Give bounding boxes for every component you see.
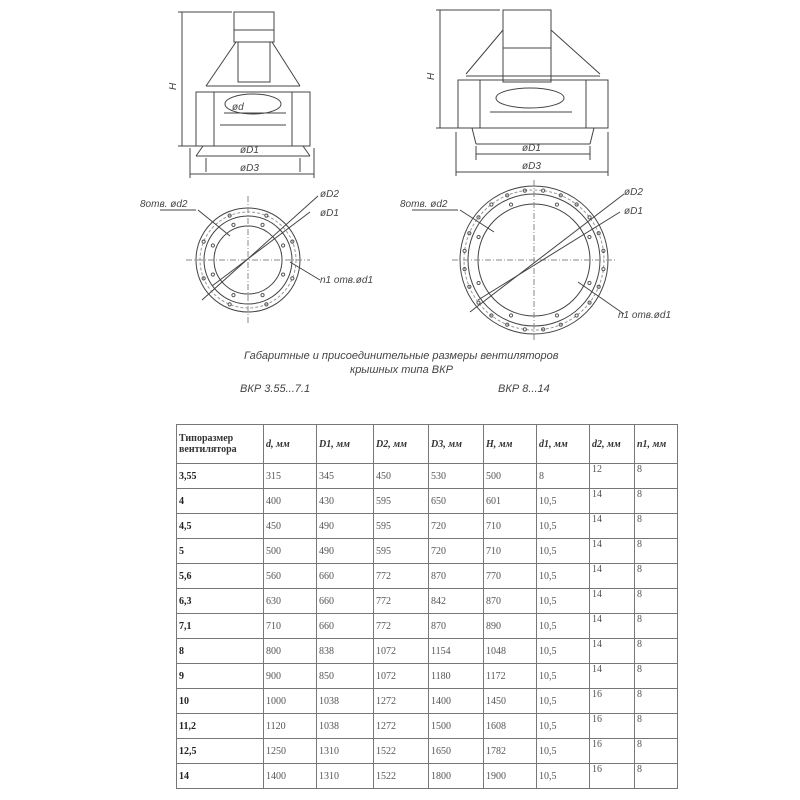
table-cell: 10,5: [537, 514, 590, 539]
left-holes-d1-label: n1 отв.ød1: [320, 275, 374, 286]
left-bolt-hole: [291, 277, 294, 280]
table-cell: 10,5: [537, 589, 590, 614]
table-cell: 500: [484, 464, 537, 489]
table-cell: 6,3: [177, 589, 264, 614]
table-cell: 1272: [374, 689, 429, 714]
table-cell: 4,5: [177, 514, 264, 539]
left-d1-plan-label: øD1: [320, 208, 339, 219]
table-row: [177, 739, 678, 764]
table-cell: 10,5: [537, 664, 590, 689]
left-d3-label: øD3: [240, 163, 259, 174]
table-row: [177, 689, 678, 714]
table-cell: 1000: [264, 689, 317, 714]
table-cell: 1608: [484, 714, 537, 739]
table-cell: 490: [317, 514, 374, 539]
right-inner-hole: [509, 203, 512, 206]
left-inner-hole: [232, 294, 235, 297]
table-cell: 710: [264, 614, 317, 639]
table-cell: 772: [374, 589, 429, 614]
table-cell: 8: [635, 489, 678, 514]
table-cell: 16: [590, 764, 635, 789]
left-flange-plan: [160, 196, 320, 324]
left-holes-d2-label: 8отв. ød2: [140, 199, 188, 210]
right-inner-hole: [555, 203, 558, 206]
caption-line-2: крышных типа ВКР: [350, 364, 453, 376]
table-cell: 8: [635, 539, 678, 564]
table-row: [177, 489, 678, 514]
left-inner-hole: [232, 223, 235, 226]
left-bolt-hole: [228, 303, 231, 306]
table-row: [177, 639, 678, 664]
table-row: [177, 464, 678, 489]
right-bolt-hole: [523, 328, 526, 331]
table-cell: 1120: [264, 714, 317, 739]
table-header-cell: n1, мм: [635, 425, 678, 464]
table-cell: 1072: [374, 639, 429, 664]
right-series-label: ВКР 8...14: [498, 383, 550, 395]
table-cell: 8: [635, 614, 678, 639]
right-bolt-hole: [477, 301, 480, 304]
table-cell: 772: [374, 614, 429, 639]
table-cell: 1038: [317, 714, 374, 739]
table-row: [177, 764, 678, 789]
table-cell: 14: [590, 589, 635, 614]
table-cell: 14: [590, 639, 635, 664]
table-cell: 560: [264, 564, 317, 589]
table-cell: 10,5: [537, 764, 590, 789]
table-cell: 4: [177, 489, 264, 514]
table-cell: 595: [374, 514, 429, 539]
table-cell: 595: [374, 539, 429, 564]
table-cell: 1800: [429, 764, 484, 789]
table-cell: 770: [484, 564, 537, 589]
table-cell: 8: [177, 639, 264, 664]
table-cell: 1310: [317, 764, 374, 789]
right-d1-plan-label: øD1: [624, 206, 643, 217]
right-holes-d2-label: 8отв. ød2: [400, 199, 448, 210]
table-cell: 16: [590, 714, 635, 739]
table-header-row: [177, 425, 678, 464]
table-cell: 10,5: [537, 689, 590, 714]
left-inner-hole: [211, 244, 214, 247]
table-cell: 660: [317, 564, 374, 589]
table-cell: 720: [429, 539, 484, 564]
table-cell: 430: [317, 489, 374, 514]
right-d3-label: øD3: [522, 161, 541, 172]
table-header-cell: d2, мм: [590, 425, 635, 464]
table-cell: 10,5: [537, 539, 590, 564]
left-d2-label: øD2: [320, 189, 339, 200]
table-row: [177, 564, 678, 589]
table-cell: 710: [484, 514, 537, 539]
table-cell: 5: [177, 539, 264, 564]
table-cell: 1900: [484, 764, 537, 789]
left-inner-hole: [211, 273, 214, 276]
table-cell: 660: [317, 589, 374, 614]
table-cell: 10,5: [537, 614, 590, 639]
table-header-cell: H, мм: [484, 425, 537, 464]
table-header-cell: d, мм: [264, 425, 317, 464]
dimensions-table: [176, 424, 678, 789]
right-d2-label: øD2: [624, 187, 643, 198]
right-bolt-hole: [602, 249, 605, 252]
right-bolt-hole: [602, 268, 605, 271]
table-cell: 8: [635, 639, 678, 664]
table-cell: 14: [590, 614, 635, 639]
table-cell: 10,5: [537, 489, 590, 514]
table-cell: 500: [264, 539, 317, 564]
table-cell: 10: [177, 689, 264, 714]
table-cell: 8: [635, 689, 678, 714]
table-cell: 530: [429, 464, 484, 489]
left-d-label: ød: [232, 102, 244, 113]
left-inner-hole: [282, 273, 285, 276]
left-series-label: ВКР 3.55...7.1: [240, 383, 311, 395]
table-cell: 1310: [317, 739, 374, 764]
table-row: [177, 589, 678, 614]
table-cell: 660: [317, 614, 374, 639]
table-cell: 838: [317, 639, 374, 664]
right-d1-label: øD1: [522, 143, 541, 154]
table-cell: 8: [537, 464, 590, 489]
table-cell: 842: [429, 589, 484, 614]
table-cell: 8: [635, 664, 678, 689]
left-inner-hole: [261, 223, 264, 226]
table-cell: 630: [264, 589, 317, 614]
table-cell: 850: [317, 664, 374, 689]
table-header-cell: Типоразмер вентилятора: [177, 425, 264, 464]
left-inner-hole: [261, 294, 264, 297]
table-cell: 720: [429, 514, 484, 539]
right-inner-hole: [477, 281, 480, 284]
right-bolt-hole: [490, 203, 493, 206]
table-cell: 8: [635, 739, 678, 764]
left-bolt-hole: [265, 214, 268, 217]
right-holes-d1-label: n1 отв.ød1: [618, 310, 672, 321]
left-d1-label: øD1: [240, 145, 259, 156]
right-bolt-hole: [575, 314, 578, 317]
table-cell: 10,5: [537, 739, 590, 764]
table-cell: 890: [484, 614, 537, 639]
table-cell: 870: [429, 564, 484, 589]
table-cell: 710: [484, 539, 537, 564]
left-bolt-hole: [202, 240, 205, 243]
table-cell: 1048: [484, 639, 537, 664]
right-h-label: H: [426, 72, 437, 80]
table-cell: 5,6: [177, 564, 264, 589]
table-cell: 10,5: [537, 564, 590, 589]
left-inner-hole: [282, 244, 285, 247]
table-cell: 14: [177, 764, 264, 789]
table-header-cell: D2, мм: [374, 425, 429, 464]
table-cell: 8: [635, 564, 678, 589]
table-cell: 14: [590, 489, 635, 514]
table-cell: 1522: [374, 764, 429, 789]
table-row: [177, 714, 678, 739]
table-cell: 345: [317, 464, 374, 489]
table-cell: 1400: [429, 689, 484, 714]
table-cell: 11,2: [177, 714, 264, 739]
table-row: [177, 664, 678, 689]
right-inner-hole: [509, 314, 512, 317]
table-cell: 870: [484, 589, 537, 614]
table-cell: 870: [429, 614, 484, 639]
table-cell: 8: [635, 764, 678, 789]
table-cell: 8: [635, 464, 678, 489]
table-cell: 1400: [264, 764, 317, 789]
right-bolt-hole: [463, 249, 466, 252]
table-cell: 7,1: [177, 614, 264, 639]
table-cell: 490: [317, 539, 374, 564]
table-cell: 1522: [374, 739, 429, 764]
table-cell: 16: [590, 689, 635, 714]
table-cell: 900: [264, 664, 317, 689]
table-cell: 601: [484, 489, 537, 514]
table-cell: 1450: [484, 689, 537, 714]
table-cell: 1154: [429, 639, 484, 664]
table-cell: 10,5: [537, 639, 590, 664]
table-cell: 595: [374, 489, 429, 514]
right-inner-hole: [588, 235, 591, 238]
table-cell: 315: [264, 464, 317, 489]
right-bolt-hole: [542, 189, 545, 192]
table-cell: 400: [264, 489, 317, 514]
table-cell: 800: [264, 639, 317, 664]
table-cell: 1180: [429, 664, 484, 689]
table-cell: 9: [177, 664, 264, 689]
table-cell: 1272: [374, 714, 429, 739]
right-inner-hole: [477, 235, 480, 238]
right-inner-hole: [555, 314, 558, 317]
right-inner-hole: [588, 281, 591, 284]
table-cell: 1650: [429, 739, 484, 764]
table-cell: 3,55: [177, 464, 264, 489]
table-cell: 1038: [317, 689, 374, 714]
table-cell: 1500: [429, 714, 484, 739]
table-cell: 14: [590, 564, 635, 589]
table-cell: 8: [635, 514, 678, 539]
table-cell: 450: [264, 514, 317, 539]
table-row: [177, 614, 678, 639]
table-cell: 650: [429, 489, 484, 514]
table-cell: 12: [590, 464, 635, 489]
table-row: [177, 514, 678, 539]
table-cell: 16: [590, 739, 635, 764]
table-cell: 12,5: [177, 739, 264, 764]
right-bolt-hole: [588, 216, 591, 219]
table-cell: 1072: [374, 664, 429, 689]
table-cell: 1782: [484, 739, 537, 764]
table-cell: 1172: [484, 664, 537, 689]
table-header-cell: D3, мм: [429, 425, 484, 464]
table-header-cell: D1, мм: [317, 425, 374, 464]
table-cell: 14: [590, 539, 635, 564]
table-cell: 14: [590, 664, 635, 689]
left-h-label: H: [168, 82, 179, 90]
table-row: [177, 539, 678, 564]
table-header-cell: d1, мм: [537, 425, 590, 464]
table-cell: 14: [590, 514, 635, 539]
table-cell: 8: [635, 589, 678, 614]
table-cell: 450: [374, 464, 429, 489]
caption-line-1: Габаритные и присоединительные размеры вентиляторов: [244, 350, 559, 362]
table-cell: 1250: [264, 739, 317, 764]
table-cell: 772: [374, 564, 429, 589]
table-cell: 10,5: [537, 714, 590, 739]
table-cell: 8: [635, 714, 678, 739]
